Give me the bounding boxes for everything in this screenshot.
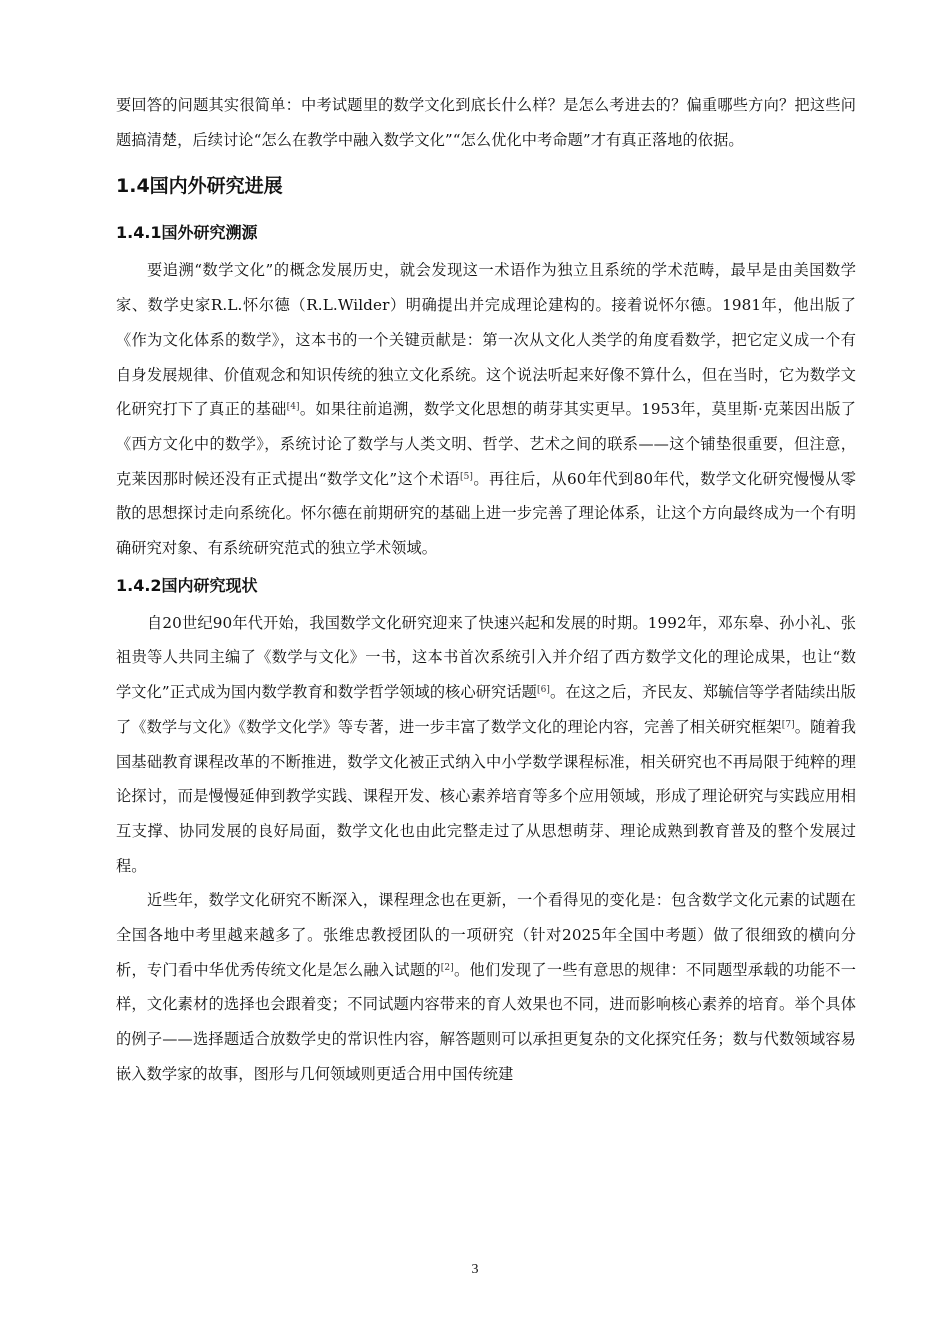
subsection-heading-domestic: 1.4.2国内研究现状 <box>116 575 258 595</box>
recent-research-paragraph <box>116 883 856 1091</box>
paragraph-text: 。如果往前追溯，数学文化思想的萌芽其实更早。1953年，莫里斯·克莱因出版了《西方文化中的数学》，系统讨论了数学与人类文明、哲学、艺术之间的联系——这个铺垫很重要，但注意，克莱因那时候还没有正式提出“数学文化”这个术语 <box>116 400 856 488</box>
paragraph-text: 。在这之后，齐民友、郑毓信等学者陆续出版了《数学与文化》《数学文化学》等专著，进一步丰富了数学文化的理论内容，完善了相关研究框架 <box>116 683 856 736</box>
paragraph-text: 要追溯“数学文化”的概念发展历史，就会发现这一术语作为独立且系统的学术范畴，最早是由美国数学家、数学史家R.L.怀尔德（R.L.Wilder）明确提出并完成理论建构的。接着说怀尔德。1981年，他出版了《作为文化体系的数学》，这本书的一个关键贡献是：第一次从文化人类学的角度看数学，把它定义成一个有自身发展规律、价值观念和知识传统的独立文化系统。这个说法听起来好像不算什么，但在当时，它为数学文化研究打下了真正的基础 <box>116 261 856 419</box>
section-heading: 1.4国内外研究进展 <box>116 175 283 198</box>
intro-paragraph: 要回答的问题其实很简单：中考试题里的数学文化到底长什么样？是怎么考进去的？偏重哪些方向？把这些问题搞清楚，后续讨论“怎么在教学中融入数学文化”“怎么优化中考命题”才有真正落地的依据。 <box>116 96 856 149</box>
subsection-heading-foreign: 1.4.1国外研究溯源 <box>116 223 258 243</box>
domestic-research-paragraph <box>116 606 856 884</box>
page-content <box>116 88 856 1092</box>
foreign-research-paragraph <box>116 253 856 565</box>
paragraph-text: 。他们发现了一些有意思的规律：不同题型承载的功能不一样，文化素材的选择也会跟着变；不同试题内容带来的育人效果也不同，进而影响核心素养的培育。举个具体的例子——选择题适合放数学史的常识性内容，解答题则可以承担更复杂的文化探究任务；数与代数领域容易嵌入数学家的故事，图形与几何领域则更适合用中国传统建 <box>116 960 856 1083</box>
paragraph-text: 。随着我国基础教育课程改革的不断推进，数学文化被正式纳入中小学数学课程标准，相关研究也不再局限于纯粹的理论探讨，而是慢慢延伸到教学实践、课程开发、核心素养培育等多个应用领域，形成了理论研究与实践应用相互支撑、协同发展的良好局面，数学文化也由此完整走过了从思想萌芽、理论成熟到教育普及的整个发展过程。 <box>116 717 856 875</box>
paragraph-text: 。再往后，从60年代到80年代，数学文化研究慢慢从零散的思想探讨走向系统化。怀尔德在前期研究的基础上进一步完善了理论体系，让这个方向最终成为一个有明确研究对象、有系统研究范式的独立学术领域。 <box>116 469 856 558</box>
citation-ref[interactable]: [4] <box>286 402 300 413</box>
citation-ref[interactable]: [7] <box>781 719 795 730</box>
paragraph-text: 自20世纪90年代开始，我国数学文化研究迎来了快速兴起和发展的时期。1992年，邓东皋、孙小礼、张祖贵等人共同主编了《数学与文化》一书，这本书首次系统引入并介绍了西方数学文化的理论成果，也让“数学文化”正式成为国内数学教育和数学哲学领域的核心研究话题 <box>116 613 856 702</box>
citation-ref[interactable]: [6] <box>536 685 551 696</box>
citation-ref[interactable]: [2] <box>440 962 454 973</box>
paragraph-text: 近些年，数学文化研究不断深入，课程理念也在更新，一个看得见的变化是：包含数学文化元素的试题在全国各地中考里越来越多了。张维忠教授团队的一项研究（针对2025年全国中考题）做了很细致的横向分析，专门看中华优秀传统文化是怎么融入试题的 <box>116 891 856 979</box>
citation-ref[interactable]: [5] <box>460 471 474 482</box>
page-number: 3 <box>471 1262 479 1277</box>
